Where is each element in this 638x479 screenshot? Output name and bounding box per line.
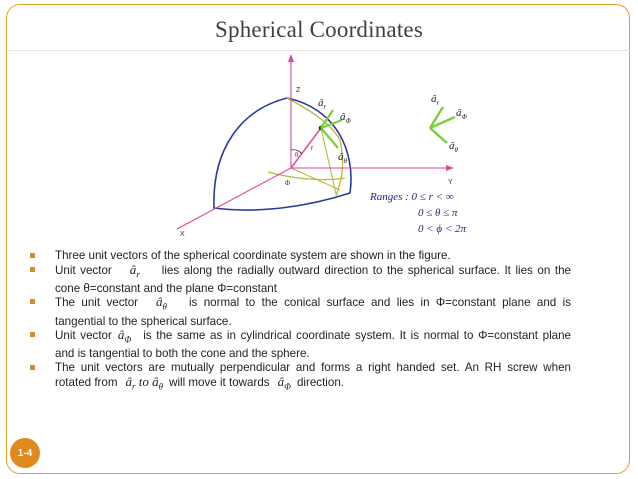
ranges-label: Ranges : — [370, 191, 409, 203]
vector-symbol: â — [277, 373, 285, 389]
vector-subscript: Φ — [284, 381, 291, 392]
bullet-text: The unit vectors are mutually perpendicular and forms a right handed set. An RH screw when rotated from — [55, 360, 571, 389]
vector-symbol: â — [156, 294, 163, 310]
z-axis-arrow — [288, 54, 294, 62]
unit-vector-ar — [112, 261, 162, 280]
bullet-text: is normal to the conical surface and lies in Φ=constant plane and is tangential to the spherical surface. — [55, 296, 572, 328]
axis-z-label: Z — [296, 87, 301, 94]
bullet-text: Unit vector — [55, 263, 112, 277]
axis-x-label: X — [180, 231, 185, 238]
radius-label: r — [311, 145, 314, 152]
triad-aphi-label: $â_\Phi$ — [456, 107, 467, 121]
cone-curve — [287, 98, 343, 196]
bullet-text: Three unit vectors of the spherical coordinate system are shown in the figure. — [55, 249, 451, 262]
bullet-text: is the same as in cylindrical coordinate system. It is normal to Φ=constant plane and is tangential to both the cone and the sphere. — [55, 329, 571, 361]
bullet-text: lies along the radially outward direction to the spherical surface. It lies on the cone θ=constant and the plane Φ=constant — [55, 263, 571, 295]
latitude-circle — [268, 172, 345, 180]
bullet-list — [55, 249, 571, 394]
ranges-block — [370, 189, 466, 237]
bullet-text: Unit vector — [55, 329, 112, 343]
theta-label: θ — [295, 151, 299, 159]
triad-atheta-vector — [430, 128, 447, 143]
vector-symbol: â — [125, 373, 133, 389]
bullet-item — [55, 295, 571, 328]
range-phi: 0 < ϕ < 2π — [418, 223, 467, 235]
bullet-item — [55, 249, 571, 263]
page-title: Spherical Coordinates — [215, 17, 423, 42]
unit-vector-atheta — [138, 294, 189, 312]
unit-vector-ar — [118, 373, 170, 392]
bullet-text: will move it towards — [169, 375, 270, 389]
vector-subscript: r — [136, 269, 140, 280]
aphi-label: $â_\Phi$ — [340, 111, 351, 125]
ar-label: $â_r$ — [318, 97, 327, 111]
triad-atheta-label: $â_\theta$ — [449, 140, 458, 154]
range-r: 0 ≤ r < ∞ — [411, 191, 454, 203]
unit-vector-aphi — [112, 327, 143, 345]
axis-y-label: Y — [448, 179, 453, 186]
x-axis — [177, 168, 291, 229]
vector-symbol: â — [129, 261, 137, 277]
page-number-badge: 1-4 — [10, 438, 40, 468]
range-r-row — [370, 189, 466, 205]
bullet-item — [55, 361, 571, 394]
bullet-text: direction. — [296, 375, 344, 389]
range-theta: 0 ≤ θ ≤ π — [418, 207, 458, 219]
bullet-item — [55, 328, 571, 361]
vector-to-word: to — [138, 373, 149, 389]
atheta-label: $â_\theta$ — [338, 151, 347, 165]
vector-subscript: r — [132, 381, 136, 392]
unit-vector-aphi — [270, 373, 297, 392]
vector-symbol: â — [117, 327, 125, 343]
phi-label: Φ — [285, 179, 291, 187]
y-axis-arrow — [446, 165, 454, 171]
bullet-item — [55, 263, 571, 296]
vector-subscript: Φ — [124, 334, 132, 345]
vector-subscript: θ — [162, 301, 167, 312]
vector-subscript: θ — [158, 381, 164, 392]
vector-symbol: â — [152, 373, 159, 389]
bullet-text: The unit vector — [55, 296, 139, 310]
radius-vector — [291, 128, 321, 168]
triad-ar-label: $â_r$ — [431, 93, 440, 107]
